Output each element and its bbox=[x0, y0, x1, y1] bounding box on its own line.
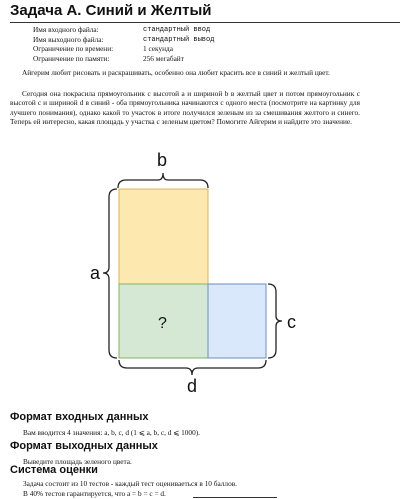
label-d: d bbox=[187, 376, 198, 396]
meta-key: Имя входного файла: bbox=[33, 25, 99, 34]
scoring-heading: Система оценки bbox=[10, 464, 98, 476]
brace-d bbox=[119, 360, 266, 375]
meta-value: 256 мегабайт bbox=[143, 53, 184, 63]
blue-rectangle bbox=[208, 284, 266, 358]
problem-title: Задача A. Синий и Желтый bbox=[10, 2, 212, 19]
brace-c bbox=[268, 284, 282, 358]
yellow-rectangle bbox=[119, 189, 208, 284]
meta-key: Ограничение по памяти: bbox=[33, 53, 110, 63]
meta-value: стандартный ввод bbox=[143, 26, 211, 34]
output-format-heading: Формат выходных данных bbox=[10, 440, 158, 452]
footnote-rule bbox=[193, 497, 277, 498]
rectangles-figure bbox=[0, 146, 410, 406]
meta-value: стандартный вывод bbox=[143, 35, 215, 44]
label-a: a bbox=[90, 263, 101, 283]
output-format-text: Выведите площадь зеленого цвета. bbox=[23, 457, 132, 466]
intro-paragraph: Айгерим любит рисовать и раскрашивать, особенно она любит красить все в синий и желтый цвет. bbox=[22, 68, 330, 77]
label-c: c bbox=[287, 312, 296, 332]
problem-meta-table bbox=[33, 26, 214, 64]
input-format-heading: Формат входных данных bbox=[10, 411, 149, 423]
scoring-line-2: В 40% тестов гарантируется, что a = b = c = d. bbox=[23, 489, 166, 498]
label-b: b bbox=[157, 150, 168, 170]
meta-row bbox=[33, 55, 214, 65]
input-format-text: Вам вводится 4 значения: a, b, c, d (1 ⩽ a, b, c, d ⩽ 1000). bbox=[23, 428, 200, 437]
meta-key: Ограничение по времени: bbox=[33, 44, 114, 54]
title-divider bbox=[10, 22, 400, 23]
meta-key: Имя выходного файла: bbox=[33, 34, 104, 44]
brace-a bbox=[103, 189, 117, 358]
meta-value: 1 секунда bbox=[143, 44, 173, 54]
statement-paragraph: Сегодня она покрасила прямоугольник с высотой a и шириной b в желтый цвет и потом прямоугольник с высотой c и шириной d в синий - оба прямоугольника начинаются с одного места (посмотрите на картинку для лучшего понимания), однако какой то участок в итоге получился зеленым из за смешивания желтого и синего. Теперь ей интересно, какая площадь у участка с зеленым цветом? Помогите Айгерим и найдите это значение. bbox=[10, 89, 360, 127]
question-mark: ? bbox=[158, 315, 167, 332]
brace-b bbox=[118, 173, 208, 188]
scoring-line-1: Задача состоит из 10 тестов - каждый тест оцениваеться в 10 баллов. bbox=[23, 479, 237, 488]
